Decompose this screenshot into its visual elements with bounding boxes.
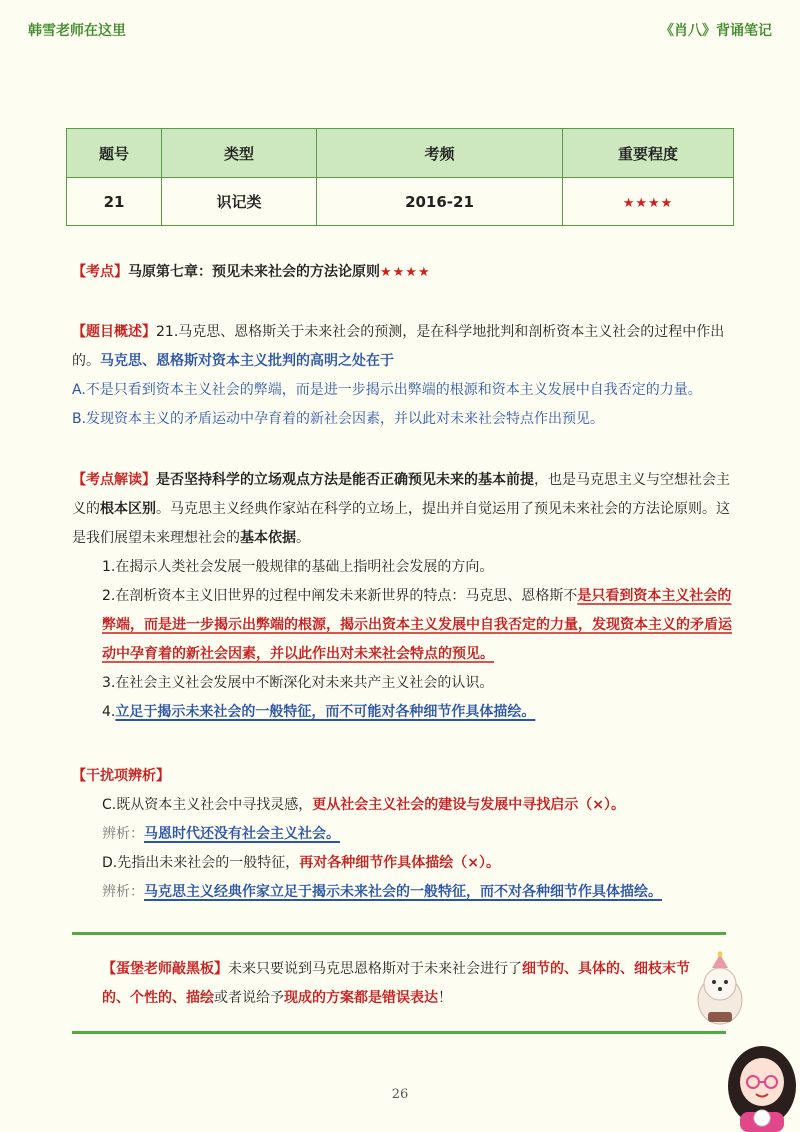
jiedu-item-3: 3.在社会主义社会发展中不断深化对未来共产主义社会的认识。	[102, 675, 494, 691]
note-red-1: 细节的、具体的、细枝末节的、个性的、描绘	[102, 961, 690, 1006]
gaishu-question: 21.马克思、恩格斯关于未来社会的预测，是在科学地批判和剖析资本主义社会的过程中作出的。	[72, 324, 725, 369]
page-number: 26	[391, 1087, 409, 1102]
jiedu-end: 。	[296, 530, 310, 546]
dog-illustration-icon	[690, 950, 750, 1030]
table-header-row	[67, 129, 734, 178]
jiedu-section	[72, 466, 732, 727]
jiedu-bold-2: 根本区别	[100, 501, 156, 517]
teacher-avatar-icon	[722, 1040, 800, 1132]
jiedu-item-2	[72, 582, 732, 669]
cell-frequency: 2016-21	[317, 178, 563, 226]
option-d-analysis: 马克思主义经典作家立足于揭示未来社会的一般特征，而不对各种细节作具体描绘。	[144, 884, 662, 900]
jiedu-item-4-highlight: 立足于揭示未来社会的一般特征，而不可能对各种细节作具体描绘。	[115, 704, 536, 720]
cell-type: 识记类	[162, 178, 317, 226]
kaodian-text: 马原第七章：预见未来社会的方法论原则	[128, 264, 380, 280]
th-number: 题号	[67, 129, 162, 178]
note-text-1: 未来只要说到马克思恩格斯对于未来社会进行了	[228, 961, 522, 977]
kaodian-tag: 【考点】	[72, 264, 128, 280]
jiedu-item-2-highlight: 是只看到资本主义社会的弊端，而是进一步揭示出弊端的根源，揭示出资本主义发展中自我否定的力量，发现资本主义的矛盾运动中孕育着的新社会因素，并以此作出对未来社会特点的预见。	[102, 588, 732, 662]
gaishu-tag: 【题目概述】	[72, 324, 156, 340]
option-b: B.发现资本主义的矛盾运动中孕育着的新社会因素，并以此对未来社会特点作出预见。	[72, 411, 605, 427]
jiedu-mid: ，也是马克思主义与空想社会主义的	[72, 472, 730, 517]
option-a: A.不是只看到资本主义社会的弊端，而是进一步揭示出弊端的根源和资本主义发展中自我否定的力量。	[72, 382, 702, 398]
option-c-text: C.既从资本主义社会中寻找灵感，	[102, 797, 313, 813]
jiedu-bold-1: 是否坚持科学的立场观点方法是能否正确预见未来的基本前提	[156, 472, 534, 488]
option-d-label: 辨析：	[102, 884, 144, 900]
th-importance: 重要程度	[563, 129, 734, 178]
info-table	[66, 128, 734, 226]
jiedu-item-4-num: 4.	[102, 704, 116, 720]
note-text-2: 或者说给予	[214, 990, 284, 1006]
note-tag: 【蛋堡老师敲黑板】	[102, 961, 228, 977]
gaishu-section	[72, 318, 732, 434]
th-frequency: 考频	[317, 129, 563, 178]
jiedu-rest: 。马克思主义经典作家站在科学的立场上，提出并自觉运用了预见未来社会的方法论原则。这是我们展望未来理想社会的	[72, 501, 730, 546]
ganrao-section	[72, 762, 732, 907]
table-row	[67, 178, 734, 226]
kaodian-section	[72, 258, 732, 287]
teacher-note-box	[72, 932, 726, 1034]
importance-stars: ★★★★	[622, 195, 674, 211]
header-left: 韩雪老师在这里	[28, 23, 126, 39]
cell-number: 21	[67, 178, 162, 226]
option-d-wrong: 再对各种细节作具体描绘（×）。	[299, 855, 500, 871]
kaodian-stars: ★★★★	[380, 265, 431, 280]
jiedu-item-1: 1.在揭示人类社会发展一般规律的基础上指明社会发展的方向。	[102, 559, 494, 575]
jiedu-bold-3: 基本依据	[240, 530, 296, 546]
ganrao-tag: 【干扰项辨析】	[72, 768, 170, 784]
th-type: 类型	[162, 129, 317, 178]
header-right: 《肖八》背诵笔记	[660, 23, 772, 39]
note-text-3: ！	[438, 990, 452, 1006]
option-c-analysis: 马恩时代还没有社会主义社会。	[144, 826, 340, 842]
jiedu-item-4	[72, 698, 732, 727]
note-red-2: 现成的方案都是错误表达	[284, 990, 438, 1006]
jiedu-item-2-pre: 2.在剖析资本主义旧世界的过程中阐发未来新世界的特点：马克思、恩格斯不	[102, 588, 578, 604]
option-d-text: D.先指出未来社会的一般特征，	[102, 855, 300, 871]
jiedu-tag: 【考点解读】	[72, 472, 156, 488]
option-c-wrong: 更从社会主义社会的建设与发展中寻找启示（×）。	[312, 797, 625, 813]
gaishu-question-2: 马克思、恩格斯对资本主义批判的高明之处在于	[100, 353, 394, 369]
option-c-label: 辨析：	[102, 826, 144, 842]
